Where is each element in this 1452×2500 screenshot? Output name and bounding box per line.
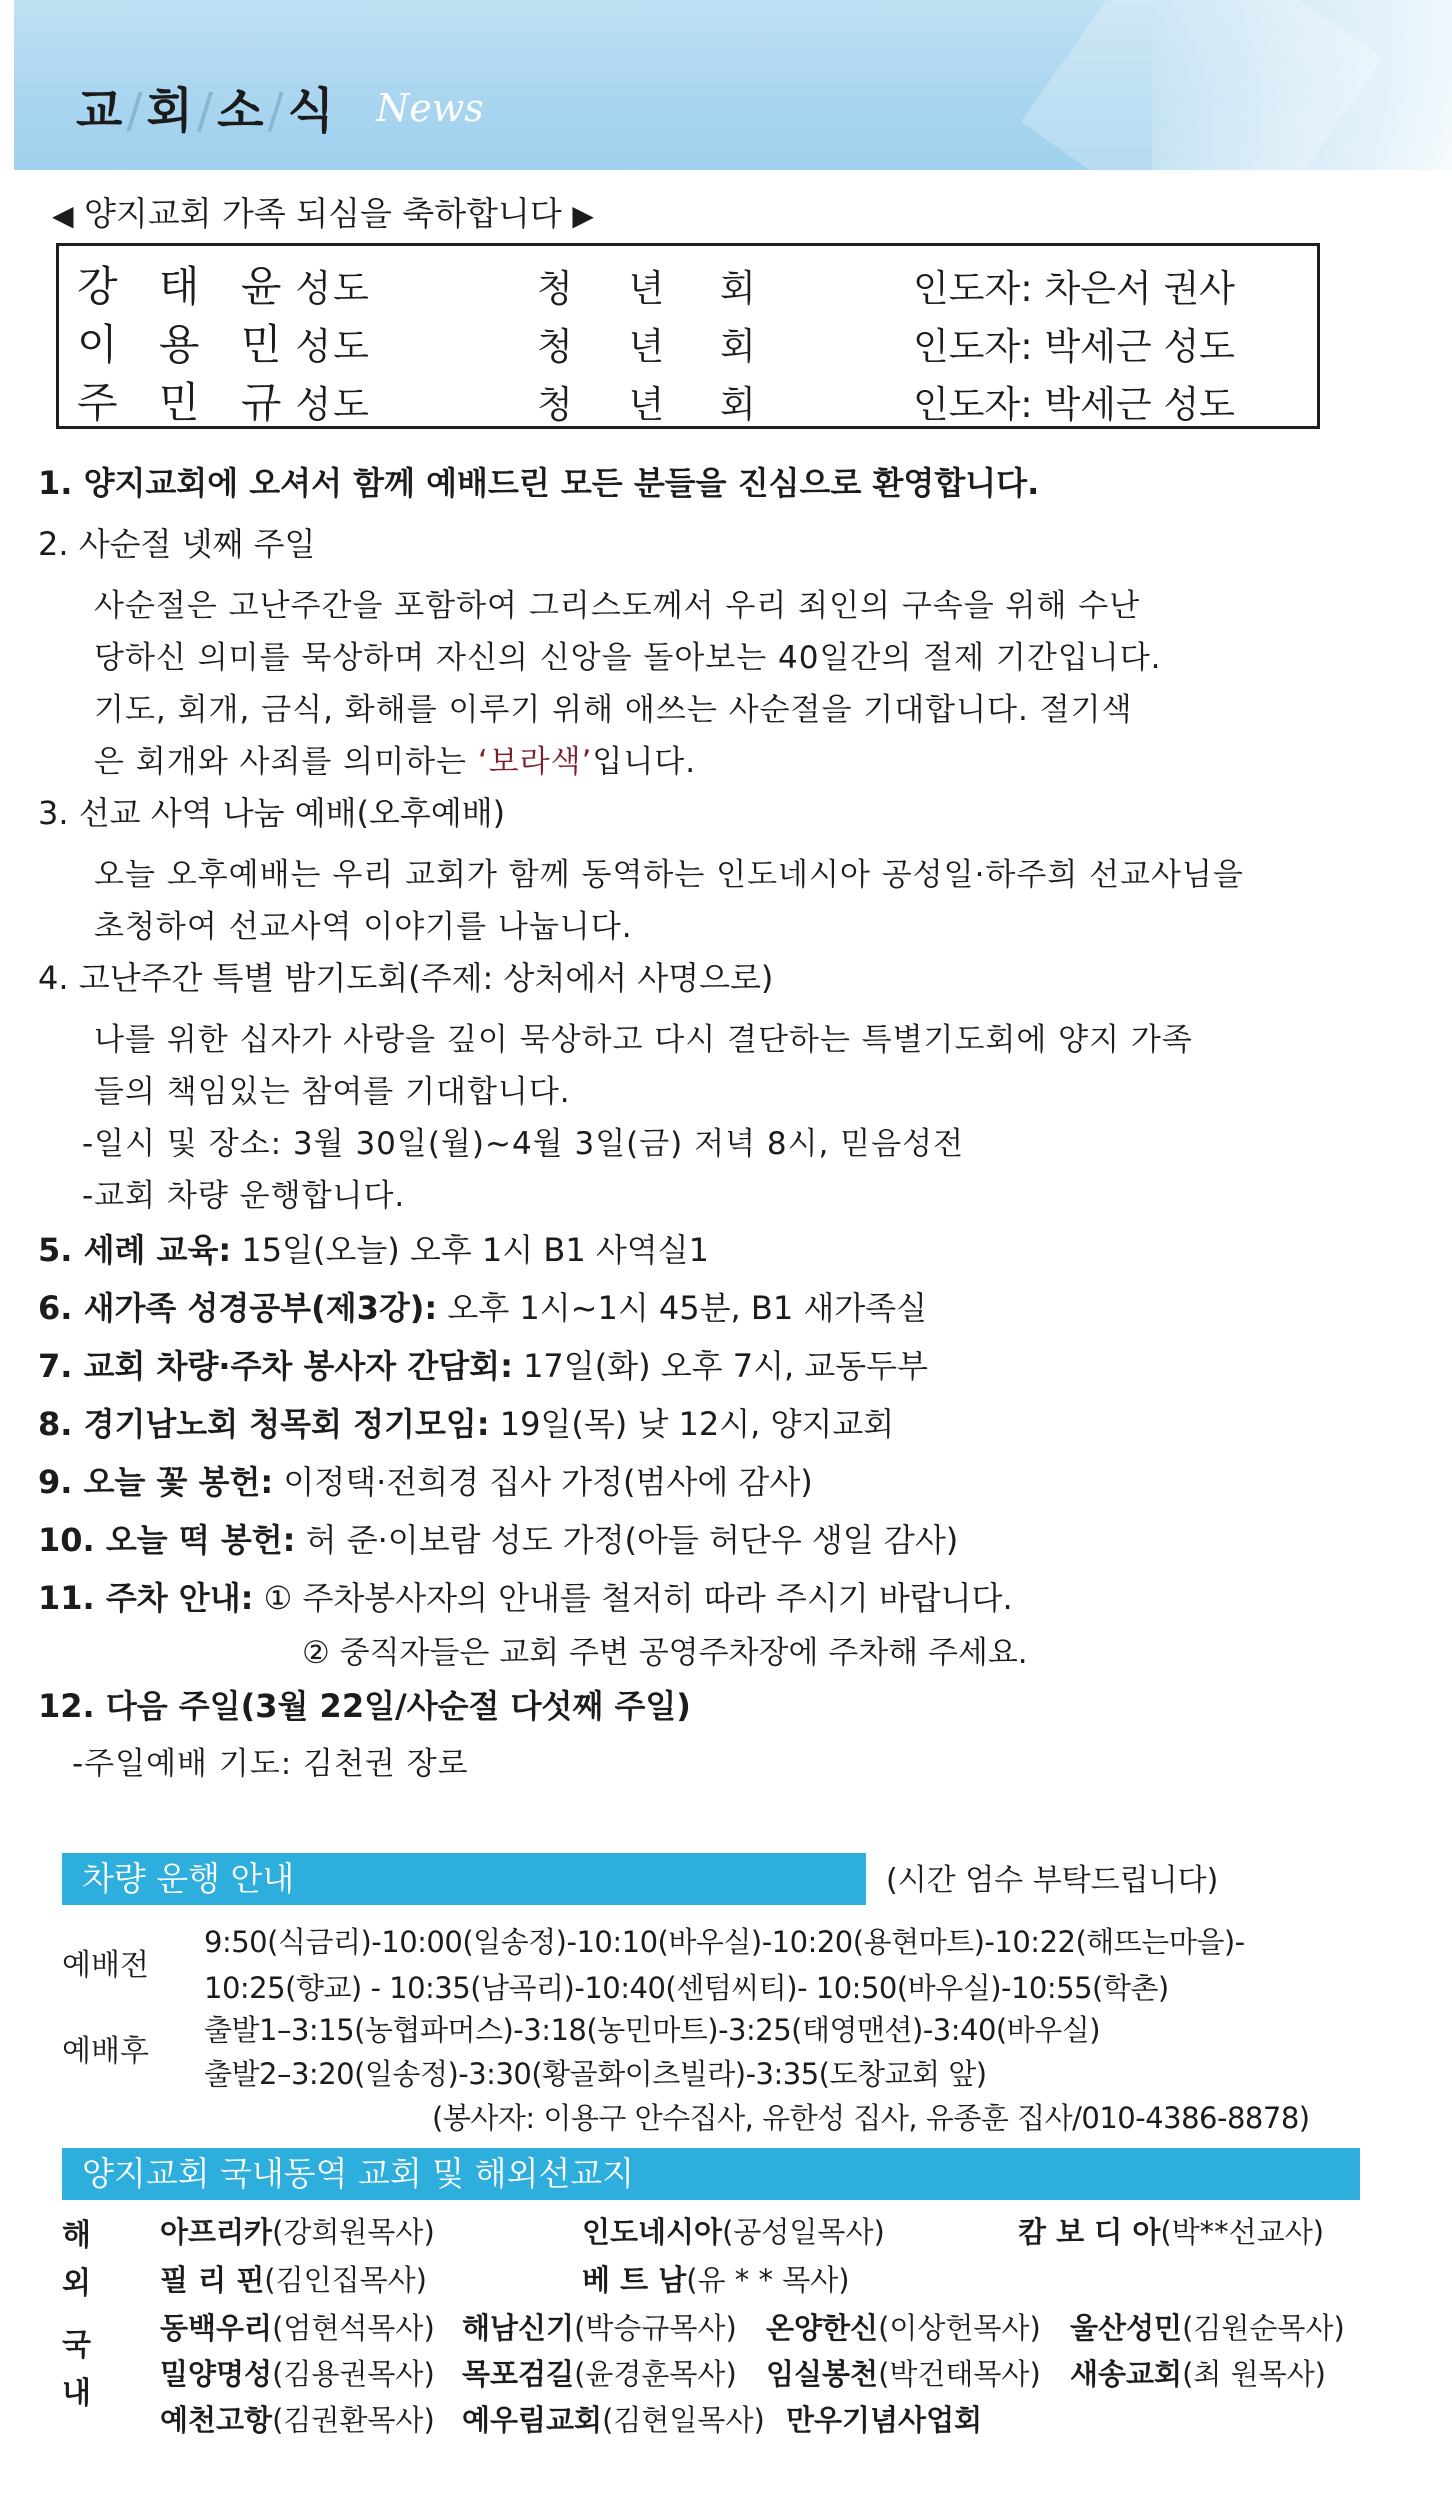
news-item-2-text: 기도, 회개, 금식, 화해를 이루기 위해 애쓰는 사순절을 기대합니다. 절기색 [94, 692, 1133, 728]
news-item-7: 7. 교회 차량·주차 봉사자 간담회: 17일(화) 오후 7시, 교동두부 [38, 1347, 929, 1385]
news-item-12-heading: 12. 다음 주일(3월 22일/사순절 다섯째 주일) [38, 1687, 691, 1725]
news-item-3-text: 오늘 오후예배는 우리 교회가 함께 동역하는 인도네시아 공성일·하주희 선교사님을 [94, 857, 1244, 893]
news-item-11: 11. 주차 안내: ① 주차봉사자의 안내를 철저히 따라 주시기 바랍니다. [38, 1579, 1013, 1617]
news-item-4-heading: 4. 고난주간 특별 밤기도회(주제: 상처에서 사명으로) [38, 959, 774, 997]
news-item-2-text: 은 회개와 사죄를 의미하는 ‘보라색’입니다. [94, 744, 697, 780]
news-item-10: 10. 오늘 떡 봉헌: 허 준·이보람 성도 가정(아들 허단우 생일 감사) [38, 1521, 959, 1559]
header-highlight [1152, 0, 1452, 170]
mission-item: 동백우리(엄현석목사) [160, 2311, 435, 2345]
new-member-row [59, 312, 1317, 368]
news-item-4-text: -일시 및 장소: 3월 30일(월)~4월 3일(금) 저녁 8시, 믿음성전 [82, 1126, 965, 1162]
member-name: 강 태 윤 [77, 262, 296, 311]
mission-item: 온양한신(이상헌목사) [766, 2311, 1041, 2345]
member-title: 성도 [295, 267, 371, 310]
news-item-5: 5. 세례 교육: 15일(오늘) 오후 1시 B1 사역실1 [38, 1231, 709, 1269]
mission-item: 울산성민(김원순목사) [1070, 2311, 1345, 2345]
right-triangle-icon: ▶ [572, 199, 594, 232]
member-guide: 인도자: 차은서 권사 [913, 267, 1235, 310]
member-guide: 인도자: 박세근 성도 [913, 383, 1235, 426]
new-member-row [59, 254, 1317, 310]
member-group: 청 년 회 [537, 267, 778, 310]
news-item-12-text: -주일예배 기도: 김천권 장로 [72, 1746, 469, 1782]
member-name: 이 용 민 [77, 320, 296, 369]
member-guide: 인도자: 박세근 성도 [913, 325, 1235, 368]
missions-heading: 양지교회 국내동역 교회 및 해외선교지 [62, 2148, 1360, 2200]
schedule-line: 9:50(식금리)-10:00(일송정)-10:10(바우실)-10:20(용현마트)-10:22(해뜨는마을)- [204, 1925, 1245, 1959]
news-item-4-text: 들의 책임있는 참여를 기대합니다. [94, 1074, 571, 1110]
new-member-row [59, 370, 1317, 426]
new-members-box [56, 243, 1320, 429]
news-item-2-heading: 2. 사순절 넷째 주일 [38, 525, 316, 563]
news-item-11-text: ② 중직자들은 교회 주변 공영주차장에 주차해 주세요. [302, 1635, 1028, 1671]
member-group: 청 년 회 [537, 325, 778, 368]
mission-item: 만우기념사업회 [786, 2403, 983, 2437]
schedule-line: 10:25(향교) - 10:35(남곡리)-10:40(센텀씨티)- 10:50(바우실)-10:55(학촌) [204, 1971, 1169, 2005]
mission-item: 베 트 남(유 * * 목사) [582, 2263, 850, 2297]
page-subtitle: News [376, 86, 484, 130]
news-item-2-text: 사순절은 고난주간을 포함하여 그리스도께서 우리 죄인의 구속을 위해 수난 [94, 588, 1141, 624]
mission-item: 밀양명성(김용권목사) [160, 2357, 435, 2391]
news-item-1: 1. 양지교회에 오셔서 함께 예배드린 모든 분들을 진심으로 환영합니다. [38, 464, 1040, 502]
member-name: 주 민 규 [77, 378, 296, 427]
mission-item: 임실봉천(박건태목사) [766, 2357, 1041, 2391]
mission-item: 예천고항(김권환목사) [160, 2403, 435, 2437]
news-item-9: 9. 오늘 꽃 봉헌: 이정택·전희경 집사 가정(범사에 감사) [38, 1463, 813, 1501]
mission-item: 캄 보 디 아(박**선교사) [1018, 2215, 1325, 2249]
page-title: 교/회/소/식 [76, 83, 337, 139]
mission-item: 새송교회(최 원목사) [1070, 2357, 1326, 2391]
mission-item: 필 리 핀(김인집목사) [160, 2263, 427, 2297]
mission-item: 해남신기(박승규목사) [462, 2311, 737, 2345]
domestic-label: 내 [62, 2376, 91, 2411]
before-service-label: 예배전 [62, 1948, 149, 1983]
volunteer-line: (봉사자: 이용구 안수집사, 유한성 집사, 유종훈 집사/010-4386-8878) [432, 2101, 1310, 2135]
schedule-line: 출발2–3:20(일송정)-3:30(황골화이츠빌라)-3:35(도창교회 앞) [204, 2057, 987, 2091]
overseas-label: 해 [62, 2218, 91, 2253]
news-item-4-text: -교회 차량 운행합니다. [82, 1178, 406, 1214]
vehicle-heading: 차량 운행 안내 [62, 1853, 866, 1905]
news-item-2-text: 당하신 의미를 묵상하며 자신의 신앙을 돌아보는 40일간의 절제 기간입니다. [94, 640, 1162, 676]
highlight-text: ‘보라색’ [477, 744, 593, 780]
mission-item: 아프리카(강희원목사) [160, 2215, 435, 2249]
news-header [14, 0, 1452, 170]
vehicle-note: (시간 엄수 부탁드립니다) [886, 1863, 1219, 1898]
mission-item: 인도네시아(공성일목사) [582, 2215, 885, 2249]
member-title: 성도 [295, 325, 371, 368]
welcome-heading: ◀ 양지교회 가족 되심을 축하합니다 ▶ [52, 194, 594, 233]
schedule-line: 출발1–3:15(농협파머스)-3:18(농민마트)-3:25(태영맨션)-3:40(바우실) [204, 2013, 1101, 2047]
mission-item: 예우림교회(김현일목사) [462, 2403, 765, 2437]
news-item-6: 6. 새가족 성경공부(제3강): 오후 1시~1시 45분, B1 새가족실 [38, 1289, 928, 1327]
news-item-3-heading: 3. 선교 사역 나눔 예배(오후예배) [38, 794, 506, 832]
member-group: 청 년 회 [537, 383, 778, 426]
after-service-label: 예배후 [62, 2034, 149, 2069]
left-triangle-icon: ◀ [52, 199, 74, 232]
news-item-3-text: 초청하여 선교사역 이야기를 나눕니다. [94, 909, 633, 945]
domestic-label: 국 [62, 2328, 91, 2363]
news-item-8: 8. 경기남노회 청목회 정기모임: 19일(목) 낮 12시, 양지교회 [38, 1405, 895, 1443]
overseas-label: 외 [62, 2266, 91, 2301]
news-item-4-text: 나를 위한 십자가 사랑을 깊이 묵상하고 다시 결단하는 특별기도회에 양지 가족 [94, 1022, 1193, 1058]
member-title: 성도 [295, 383, 371, 426]
mission-item: 목포검길(윤경훈목사) [462, 2357, 737, 2391]
